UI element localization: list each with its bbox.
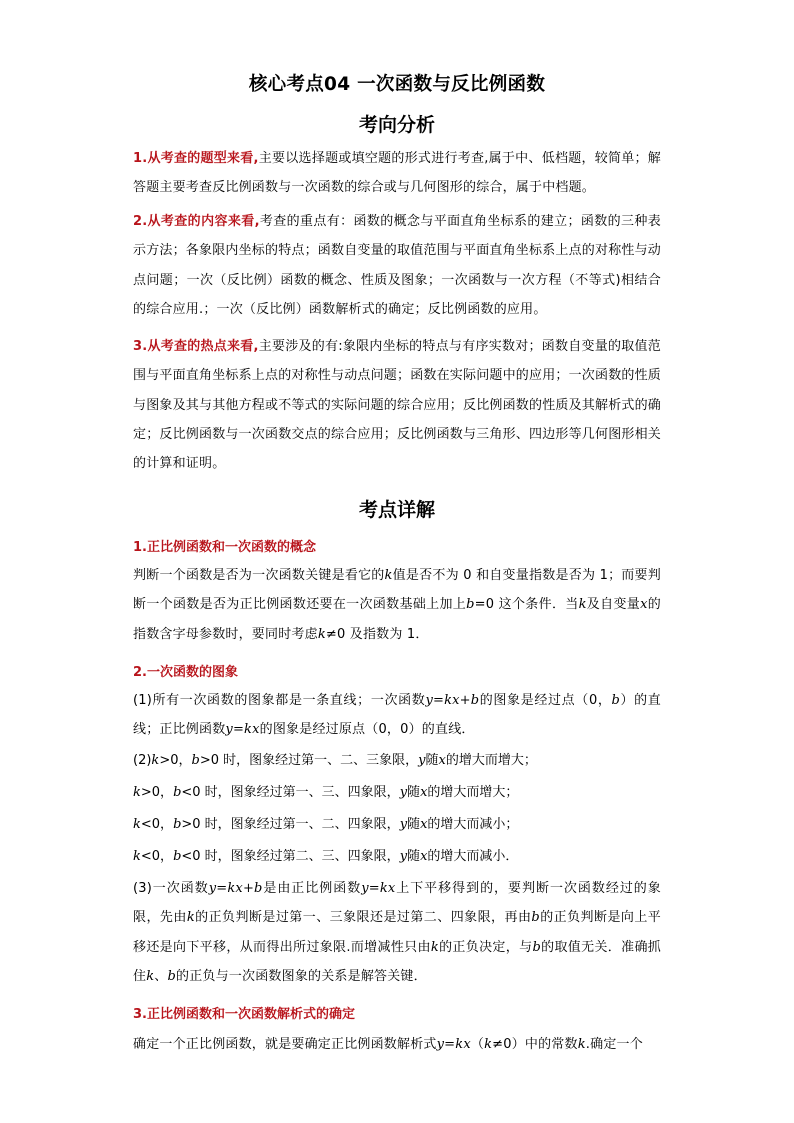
quadrant-case-line (133, 781, 518, 800)
equation: y=kx (225, 722, 260, 738)
text: >0， (140, 785, 174, 800)
var-k: k (151, 753, 160, 768)
text: 的增大而增大； (445, 753, 537, 768)
quadrant-case-line (133, 813, 518, 832)
var-b: b (167, 968, 177, 984)
detail-paragraph-2-1 (133, 686, 661, 745)
text: 的增大而增大； (427, 785, 519, 800)
text: >0， (159, 753, 192, 768)
var-k: k (133, 817, 141, 832)
equation: y=kx+b (425, 693, 480, 708)
var-x: x (640, 597, 648, 613)
text: (2) (133, 753, 152, 768)
text: 判断一个函数是否为一次函数关键是看它的 (133, 568, 385, 583)
text: （ (470, 1037, 485, 1052)
text: 的增大而减小． (427, 849, 519, 864)
analysis-label-1: 1.从考查的题型来看, (133, 151, 259, 166)
var-y: y (399, 785, 408, 800)
var-y: y (399, 817, 408, 832)
analysis-label-3: 3.从考查的热点来看, (133, 339, 259, 354)
detail-paragraph-2-3 (133, 874, 661, 991)
text: 随 (407, 849, 421, 864)
detail-paragraph-1 (133, 561, 661, 649)
var-b: b (466, 597, 475, 613)
text: 随 (407, 785, 421, 800)
text: .确定一个 (585, 1037, 643, 1052)
var-x: x (438, 753, 446, 768)
equation: y=kx+b (208, 881, 263, 896)
text: >0 时，图象经过第一、二、四象限， (181, 817, 400, 832)
analysis-text-2: 考查的重点有：函数的概念与平面直角坐标系的建立；函数的三种表示方法；各象限内坐标的特点；函数自变量的取值范围与平面直角坐标系上点的对称性与动点问题；一次（反比例）函数的概念、性质及图象；一次函数与一次方程（不等式)相结合的综合应用.；一次（反比例）函数解析式的确定；反比例函数的应用。 (133, 214, 662, 317)
var-k: k (133, 849, 141, 864)
var-x: x (420, 849, 428, 864)
var-b: b (532, 939, 541, 955)
var-k: k (186, 910, 195, 926)
detail-heading-2: 2.一次函数的图象 (133, 665, 238, 680)
section-heading-detail: 考点详解 (358, 499, 435, 521)
text: 确定一个正比例函数，就是要确定正比例函数解析式 (133, 1037, 437, 1052)
text: 的正负与一次函数图象的关系是解答关键． (176, 968, 427, 984)
text: ≠0）中的常数 (492, 1037, 578, 1052)
equation: y=kx (436, 1037, 471, 1052)
var-k: k (133, 785, 141, 800)
text: 的正负决定，与 (438, 939, 533, 955)
var-x: x (420, 785, 428, 800)
page-title: 核心考点04 一次函数与反比例函数 (248, 74, 546, 95)
var-k: k (146, 968, 155, 984)
text: ）的直线；正比例函数 (133, 693, 661, 738)
var-k: k (577, 1037, 586, 1052)
var-k: k (384, 568, 393, 583)
text: 的正负判断是过第一、三象限还是过第二、四象限，再由 (194, 910, 532, 926)
var-b: b (173, 849, 182, 864)
detail-heading-1: 1.正比例函数和一次函数的概念 (133, 540, 316, 555)
var-k: k (430, 939, 439, 955)
analysis-paragraph-1 (133, 144, 661, 203)
text: (3)一次函数 (133, 881, 209, 896)
var-k: k (484, 1037, 493, 1052)
text: <0 时，图象经过第一、三、四象限， (181, 785, 400, 800)
var-b: b (173, 817, 182, 832)
text: ≠0 及指数为 1． (325, 626, 429, 642)
detail-paragraph-3 (133, 1030, 661, 1059)
text: 的指数含字母参数时，要同时考虑 (133, 597, 661, 642)
text: 随 (407, 817, 421, 832)
text: 的取值无关．准确抓住 (133, 939, 661, 984)
var-k: k (578, 597, 587, 613)
text: 随 (425, 753, 439, 768)
text: <0， (140, 817, 174, 832)
text: 的正负判断是向上平移还是向下平移，从而得出所过象限.而增减性只由 (133, 910, 661, 955)
quadrant-case-line (133, 845, 518, 864)
analysis-paragraph-3 (133, 332, 661, 478)
analysis-text-3: 主要涉及的有:象限内坐标的特点与有序实数对；函数自变量的取值范围与平面直角坐标系上点的对称性与动点问题；函数在实际问题中的应用；一次函数的性质与图象及其与其他方程或不等式的实际问题的综合应用；反比例函数的性质及其解析式的确定；反比例函数与一次函数交点的综合应用；反比例函数与三角形、四边形等几何图形相关的计算和证明。 (133, 339, 662, 472)
text: 上下平移得到的，要判断一次函数经过的象限，先由 (133, 881, 661, 926)
text: =0 这个条件．当 (474, 597, 579, 613)
text: 及自变量 (586, 597, 641, 613)
var-b: b (611, 693, 621, 708)
section-heading-analysis: 考向分析 (358, 114, 435, 136)
var-b: b (191, 753, 200, 768)
text: 的图象是经过点（0， (479, 693, 612, 708)
quadrant-case-line (133, 749, 537, 768)
text: <0， (140, 849, 174, 864)
var-b: b (173, 785, 182, 800)
analysis-label-2: 2.从考查的内容来看, (133, 214, 260, 229)
var-b: b (531, 910, 540, 926)
equation: y=kx (361, 881, 396, 896)
text: 是由正比例函数 (262, 881, 362, 896)
var-y: y (399, 849, 408, 864)
text: <0 时，图象经过第二、三、四象限， (181, 849, 400, 864)
var-k: k (317, 626, 326, 642)
text: >0 时，图象经过第一、二、三象限， (199, 753, 419, 768)
analysis-paragraph-2 (133, 207, 661, 324)
analysis-text-1: 主要以选择题或填空题的形式进行考查,属于中、低档题，较简单；解答题主要考查反比例函数与一次函数的综合或与几何图形的综合，属于中档题。 (133, 151, 661, 196)
text: 值是否不为 0 和自变量指数是否为 1；而要判断一个函数是否为正比例函数还要在一次函数基础上加上 (133, 568, 661, 613)
detail-heading-3: 3.正比例函数和一次函数解析式的确定 (133, 1007, 355, 1022)
text: 的图象是经过原点（0，0）的直线． (259, 722, 475, 738)
text: (1)所有一次函数的图象都是一条直线；一次函数 (133, 693, 426, 708)
text: 、 (154, 968, 168, 984)
var-x: x (420, 817, 428, 832)
text: 的增大而减小； (427, 817, 519, 832)
var-y: y (418, 753, 426, 768)
